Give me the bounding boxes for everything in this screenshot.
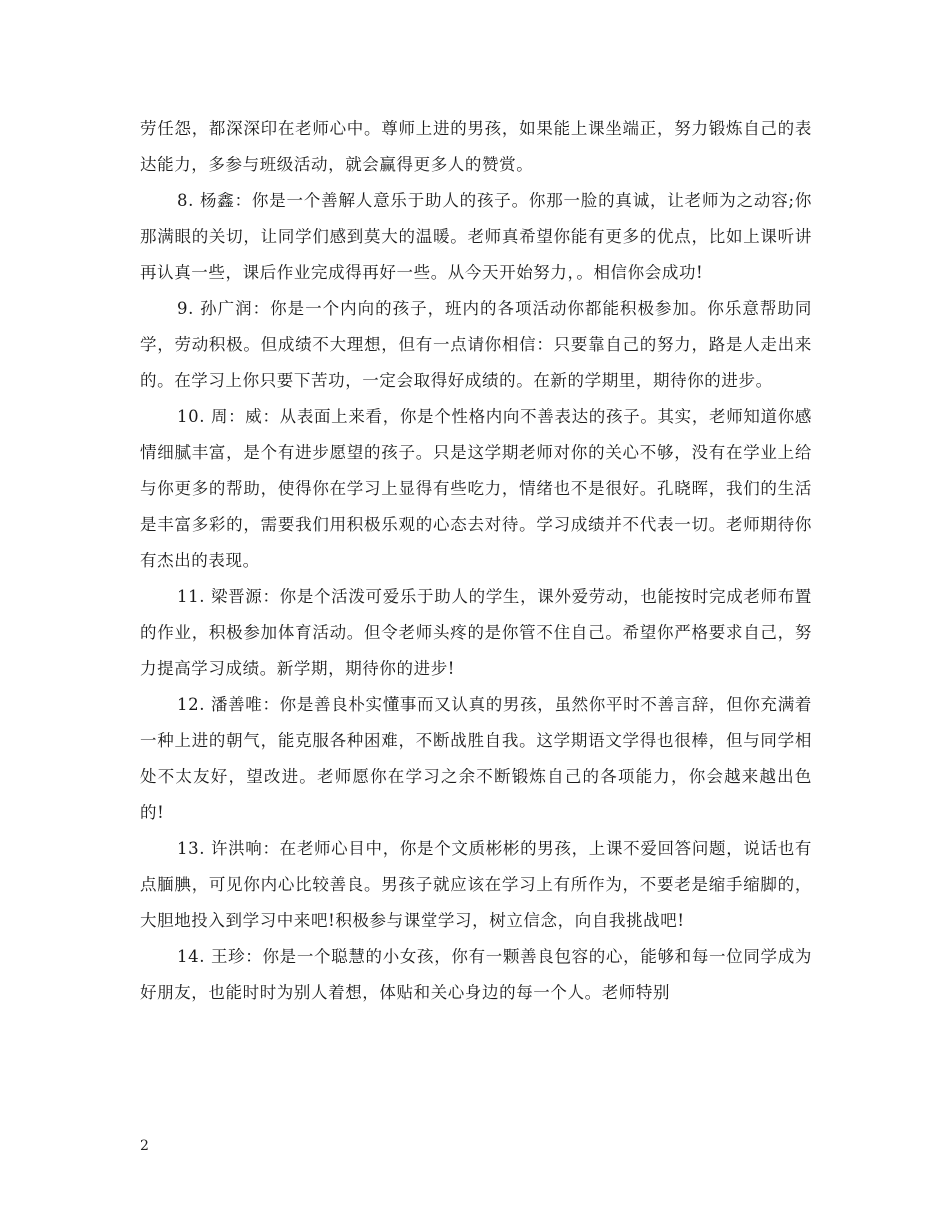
comment-paragraph-12: 12. 潘善唯：你是善良朴实懂事而又认真的男孩，虽然你平时不善言辞，但你充满着一种上进的朝气，能克服各种困难，不断战胜自我。这学期语文学得也很棒，但与同学相处不太友好，望改进。老师愿你在学习之余不断锻炼自己的各项能力，你会越来越出色的! bbox=[140, 695, 812, 822]
comment-paragraph-13: 13. 许洪响：在老师心目中，你是个文质彬彬的男孩，上课不爱回答问题，说话也有点腼腆，可见你内心比较善良。男孩子就应该在学习上有所作为，不要老是缩手缩脚的，大胆地投入到学习中来吧!积极参与课堂学习，树立信念，向自我挑战吧! bbox=[140, 839, 812, 930]
comment-paragraph-9: 9. 孙广润：你是一个内向的孩子，班内的各项活动你都能积极参加。你乐意帮助同学，劳动积极。但成绩不大理想，但有一点请你相信：只要靠自己的努力，路是人走出来的。在学习上你只要下苦功，一定会取得好成绩的。在新的学期里，期待你的进步。 bbox=[140, 299, 812, 390]
paragraph-continuation: 劳任怨，都深深印在老师心中。尊师上进的男孩，如果能上课坐端正，努力锻炼自己的表达能力，多参与班级活动，就会赢得更多人的赞赏。 bbox=[140, 119, 812, 174]
comment-paragraph-8: 8. 杨鑫：你是一个善解人意乐于助人的孩子。你那一脸的真诚，让老师为之动容;你那满眼的关切，让同学们感到莫大的温暖。老师真希望你能有更多的优点，比如上课听讲再认真一些，课后作业完成得再好一些。从今天开始努力，。相信你会成功! bbox=[140, 191, 812, 282]
comment-paragraph-14: 14. 王珍：你是一个聪慧的小女孩，你有一颗善良包容的心，能够和每一位同学成为好朋友，也能时时为别人着想，体贴和关心身边的每一个人。老师特别 bbox=[140, 947, 812, 1002]
page-number: 2 bbox=[140, 1138, 149, 1154]
comment-paragraph-11: 11. 梁晋源：你是个活泼可爱乐于助人的学生，课外爱劳动，也能按时完成老师布置的作业，积极参加体育活动。但令老师头疼的是你管不住自己。希望你严格要求自己，努力提高学习成绩。新学期，期待你的进步! bbox=[140, 587, 812, 678]
document-body bbox=[140, 111, 812, 1011]
comment-paragraph-10: 10. 周：威：从表面上来看，你是个性格内向不善表达的孩子。其实，老师知道你感情细腻丰富，是个有进步愿望的孩子。只是这学期老师对你的关心不够，没有在学业上给与你更多的帮助，使得你在学习上显得有些吃力，情绪也不是很好。孔晓晖，我们的生活是丰富多彩的，需要我们用积极乐观的心态去对待。学习成绩并不代表一切。老师期待你有杰出的表现。 bbox=[140, 407, 812, 570]
